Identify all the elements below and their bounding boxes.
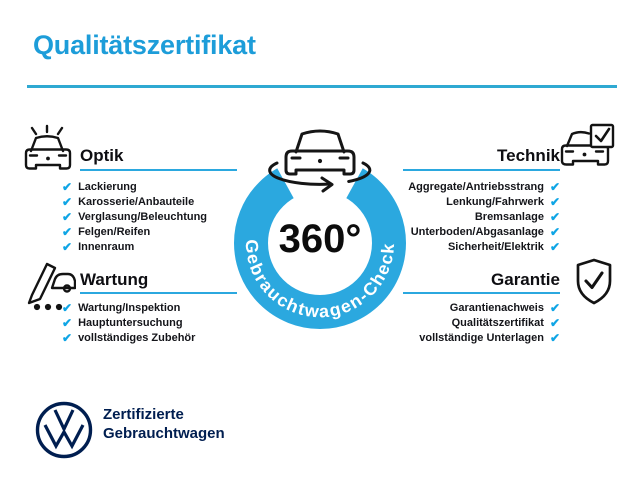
brand-claim (103, 405, 225, 443)
list-item-label: Lenkung/Fahrwerk (446, 195, 544, 208)
list-item-label: Bremsanlage (474, 210, 544, 223)
check-icon: ✔ (62, 209, 73, 224)
shield-check-icon (572, 256, 616, 308)
list-item-label: Felgen/Reifen (78, 225, 151, 238)
check-icon: ✔ (62, 300, 73, 315)
list-item (62, 209, 207, 224)
list-item-label: Wartung/Inspektion (78, 301, 181, 314)
check-icon: ✔ (62, 239, 73, 254)
check-icon: ✔ (549, 224, 560, 239)
wartung-checklist (62, 300, 195, 345)
brand-claim-line1: Zertifizierte (103, 406, 184, 423)
check-icon: ✔ (549, 300, 560, 315)
check-icon: ✔ (62, 315, 73, 330)
list-item-label: Unterboden/Abgasanlage (410, 225, 544, 238)
list-item (62, 330, 195, 345)
check-icon: ✔ (62, 179, 73, 194)
car-with-checkbox-icon (560, 122, 616, 178)
check-icon: ✔ (62, 194, 73, 209)
check-icon: ✔ (549, 239, 560, 254)
check-icon: ✔ (62, 224, 73, 239)
brand-claim-line2: Gebrauchtwagen (103, 425, 225, 442)
list-item-label: Garantienachweis (449, 301, 544, 314)
page-title: Qualitätszertifikat (33, 30, 256, 60)
list-item-label: vollständige Unterlagen (419, 331, 544, 344)
list-item (62, 194, 207, 209)
360-check-ring (210, 103, 430, 348)
section-title-wartung: Wartung (80, 270, 149, 289)
section-title-garantie: Garantie (491, 270, 560, 289)
list-item (62, 315, 195, 330)
list-item-label: Lackierung (78, 180, 137, 193)
check-icon: ✔ (549, 194, 560, 209)
list-item-label: Hauptuntersuchung (78, 316, 183, 329)
check-icon: ✔ (62, 330, 73, 345)
list-item-label: Verglasung/Beleuchtung (78, 210, 208, 223)
list-item-label: vollständiges Zubehör (78, 331, 196, 344)
section-title-technik: Technik (497, 146, 560, 165)
optik-checklist (62, 179, 207, 254)
check-icon: ✔ (549, 209, 560, 224)
list-item-label: Qualitätszertifikat (451, 316, 544, 329)
shining-car-icon (22, 124, 74, 178)
check-icon: ✔ (549, 315, 560, 330)
header-divider (27, 85, 617, 88)
list-item (62, 300, 195, 315)
check-icon: ✔ (549, 330, 560, 345)
degree-label: 360° (278, 217, 362, 261)
list-item-label: Aggregate/Antriebsstrang (408, 180, 544, 193)
list-item (62, 224, 207, 239)
list-item-label: Innenraum (78, 240, 135, 253)
list-item (62, 239, 207, 254)
check-icon: ✔ (549, 179, 560, 194)
vw-logo (34, 400, 94, 460)
list-item-label: Sicherheit/Elektrik (447, 240, 544, 253)
list-item-label: Karosserie/Anbauteile (78, 195, 195, 208)
ring-label-text: Gebrauchtwagen-Check (241, 238, 399, 322)
list-item (62, 179, 207, 194)
section-title-optik: Optik (80, 146, 124, 165)
